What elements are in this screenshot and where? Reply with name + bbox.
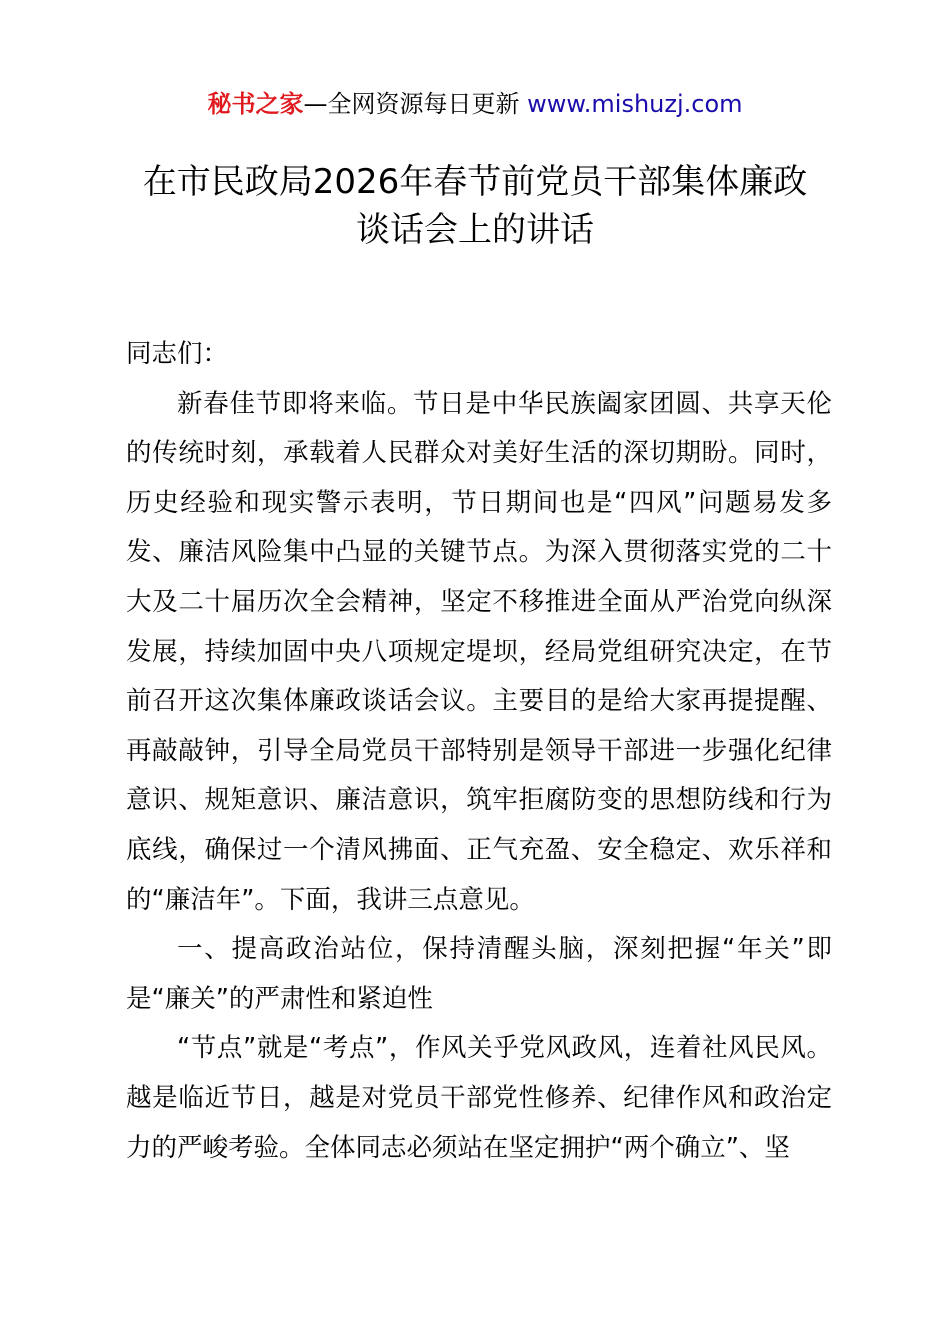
paragraph-section-1: “节点”就是“考点”，作风关乎党风政风，连着社风民风。越是临近节日，越是对党员干部党性修养、纪律作风和政治定力的严峻考验。全体同志必须站在坚定拥护“两个确立”、坚 <box>126 1033 832 1163</box>
document-title <box>100 158 850 254</box>
site-header <box>0 86 950 122</box>
document-body <box>126 330 832 1173</box>
section-heading-1: 一、提高政治站位，保持清醒头脑，深刻把握“年关”即是“廉关”的严肃性和紧迫性 <box>126 934 832 1014</box>
title-line-1: 在市民政局2026年春节前党员干部集体廉政 <box>142 162 808 202</box>
paragraph-intro: 新春佳节即将来临。节日是中华民族阖家团圆、共享天伦的传统时刻，承载着人民群众对美好生活的深切期盼。同时，历史经验和现实警示表明，节日期间也是“四风”问题易发多发、廉洁风险集中凸显的关键节点。为深入贯彻落实党的二十大及二十届历次全会精神，坚定不移推进全面从严治党向纵深发展，持续加固中央八项规定堤坝，经局党组研究决定，在节前召开这次集体廉政谈话会议。主要目的是给大家再提提醒、再敲敲钟，引导全局党员干部特别是领导干部进一步强化纪律意识、规矩意识、廉洁意识，筑牢拒腐防变的思想防线和行为底线，确保过一个清风拂面、正气充盈、安全稳定、欢乐祥和的“廉洁年”。下面，我讲三点意见。 <box>126 388 832 915</box>
brand-name: 秘书之家 <box>207 90 304 118</box>
salutation: 同志们： <box>126 339 229 369</box>
site-url-link[interactable]: www.mishuzj.com <box>527 90 743 118</box>
header-slogan: —全网资源每日更新 <box>303 90 520 118</box>
title-line-2: 谈话会上的讲话 <box>356 210 594 250</box>
